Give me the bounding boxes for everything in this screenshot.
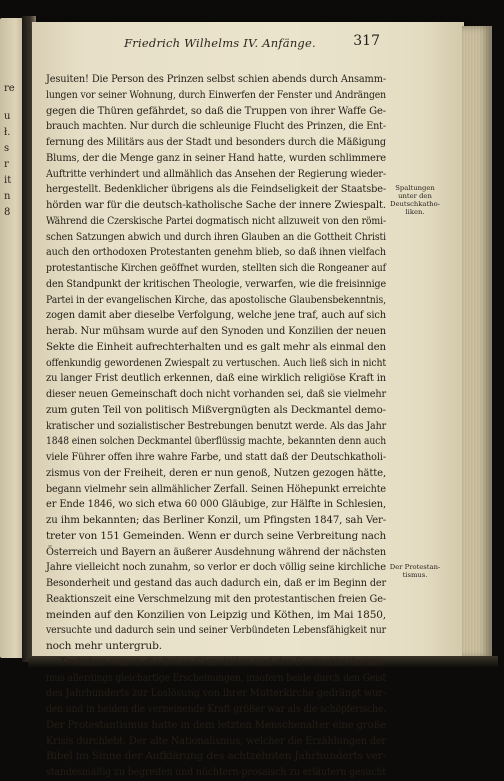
text-line: den und in beiden die verneinende Kraft größer war als die schöpferische. — [46, 703, 386, 715]
left-page-fragment: re — [4, 83, 15, 94]
text-line: Jahre vielleicht noch zunahm, so verlor er doch völlig seine kirchliche — [46, 561, 386, 574]
text-line: Auftritte verhindert und allmählich das Ansehen der Regierung wieder- — [46, 167, 386, 180]
text-line: Bibel im Sinne der Aufklärung des achtzehnten Jahrhunderts ver- — [46, 750, 386, 763]
text-line: des Jahrhunderts zur Loslösung von ihrer Mutterkirche gedrängt wur- — [46, 687, 386, 700]
text-line: Trotzdem waren die freien Gemeinden und der Deutschkatholizis- — [60, 655, 386, 668]
body-text — [46, 72, 386, 781]
text-line: versuchte und dadurch sein und seiner Verbündeten Lebensfähigkeit nur — [46, 624, 386, 637]
text-line: lungen vor seiner Wohnung, durch Einwerfen der Fenster und Andrängen — [46, 88, 386, 101]
text-line: schen Satzungen abwich und durch ihren Glauben an die Gottheit Christi — [46, 230, 386, 243]
text-line: Österreich und Bayern an äußerer Ausdehnung während der nächsten — [46, 545, 386, 558]
left-page-fragment: s — [4, 143, 10, 154]
text-line: 1848 einen solchen Deckmantel überflüssig machte, bekannten denn auch — [46, 435, 386, 448]
text-line: Jesuiten! Die Person des Prinzen selbst schien abends durch Ansamm- — [46, 73, 386, 85]
text-line: Krisis durchlebt. Der alte Nationalismus, welcher die Erzählungen der — [46, 734, 386, 747]
text-line: Besonderheit und gestand das auch dadurch ein, daß er im Beginn der — [46, 577, 386, 589]
text-line: mus allerdings gleichartige Erscheinungen, insofern beide durch den Geist — [46, 671, 386, 684]
left-page-fragment: n — [4, 191, 11, 202]
text-line: zum guten Teil von politisch Mißvergnügten als Deckmantel demo- — [46, 403, 386, 416]
left-page-fragment: it — [4, 175, 12, 186]
text-line: hergestellt. Bedenklicher übrigens als die Feindseligkeit der Staatsbe- — [46, 183, 386, 196]
text-line: er Ende 1846, wo sich etwa 60 000 Gläubige, zur Hälfte in Schlesien, — [46, 498, 386, 511]
text-line: Partei in der evangelischen Kirche, das apostolische Glaubensbekenntnis, — [46, 293, 386, 306]
page-stack-edge — [462, 26, 492, 658]
text-line: Reaktionszeit eine Verschmelzung mit den protestantischen freien Ge- — [46, 592, 386, 605]
margin-note-protestantismus: Der Protestan-tismus. — [389, 563, 441, 579]
text-line: standesmäßig zu begreifen und nüchtern-prosaisch zu erläutern gesucht — [46, 766, 386, 778]
text-line: zu langer Frist deutlich erkennen, daß eine wirklich religiöse Kraft in — [46, 372, 386, 385]
text-line: hörden war für die deutsch-katholische Sache der innere Zwiespalt. — [46, 199, 386, 211]
text-line: auch den orthodoxen Protestanten genehm blieb, so daß ihnen vielfach — [46, 246, 386, 259]
text-line: protestantische Kirchen geöffnet wurden, stellten sich die Rongeaner auf — [46, 262, 386, 274]
running-header: Friedrich Wilhelms IV. Anfänge. — [124, 36, 316, 50]
margin-note-deutschkatholiken: Spaltungen unter den Deutschkatho-liken. — [390, 184, 440, 216]
text-line: Blums, der die Menge ganz in seiner Hand hatte, wurden schlimmere — [46, 151, 386, 164]
text-line: offenkundig gewordenen Zwiespalt zu vertuschen. Auch ließ sich in nicht — [46, 356, 386, 369]
text-line: begann vielmehr sein allmählicher Zerfall. Seinen Höhepunkt erreichte — [46, 482, 386, 495]
text-line: Während die Czerskische Partei dogmatisch nicht allzuweit von den römi- — [46, 214, 386, 227]
left-page-fragment: ł. — [4, 127, 11, 138]
text-line: noch mehr untergrub. — [46, 640, 162, 652]
text-line: kratischer und sozialistischer Bestrebungen benutzt werde. Als das Jahr — [46, 419, 386, 432]
text-line: Sekte die Einheit aufrechterhalten und es galt mehr als einmal den — [46, 340, 386, 353]
text-line: meinden auf den Konzilien von Leipzig und Köthen, im Mai 1850, — [46, 608, 386, 621]
left-page-fragment: r — [4, 159, 9, 170]
text-line: dieser neuen Gemeinschaft doch nicht vorhanden sei, daß sie vielmehr — [46, 388, 386, 400]
text-line: Der Protestantismus hatte in dem letzten Menschenalter eine große — [46, 718, 386, 731]
text-line: fernung des Militärs aus der Stadt und besonders durch die Mäßigung — [46, 136, 386, 148]
text-line: viele Führer offen ihre wahre Farbe, und statt daß der Deutschkatholi- — [46, 451, 386, 463]
text-line: gegen die Thüren gefährdet, so daß die Truppen von ihrer Waffe Ge- — [46, 104, 386, 117]
text-line: herab. Nur mühsam wurde auf den Synoden und Konzilien der neuen — [46, 325, 386, 337]
left-page-fragment: 8 — [4, 207, 11, 218]
text-line: brauch machten. Nur durch die schleunige Flucht des Prinzen, die Ent- — [46, 120, 386, 133]
text-line: zu ihm bekannten; das Berliner Konzil, um Pfingsten 1847, sah Ver- — [46, 514, 386, 526]
text-line: treter von 151 Gemeinden. Wenn er durch seine Verbreitung nach — [46, 529, 386, 542]
text-line: zismus von der Freiheit, deren er nun genoß, Nutzen gezogen hätte, — [46, 466, 386, 479]
page-number: 317 — [353, 33, 380, 49]
text-line: den Standpunkt der kritischen Theologie, verwarfen, wie die freisinnige — [46, 277, 386, 290]
left-page-fragment: u — [4, 111, 11, 122]
text-line: zogen damit aber dieselbe Verfolgung, welche jene traf, auch auf sich — [46, 309, 386, 322]
